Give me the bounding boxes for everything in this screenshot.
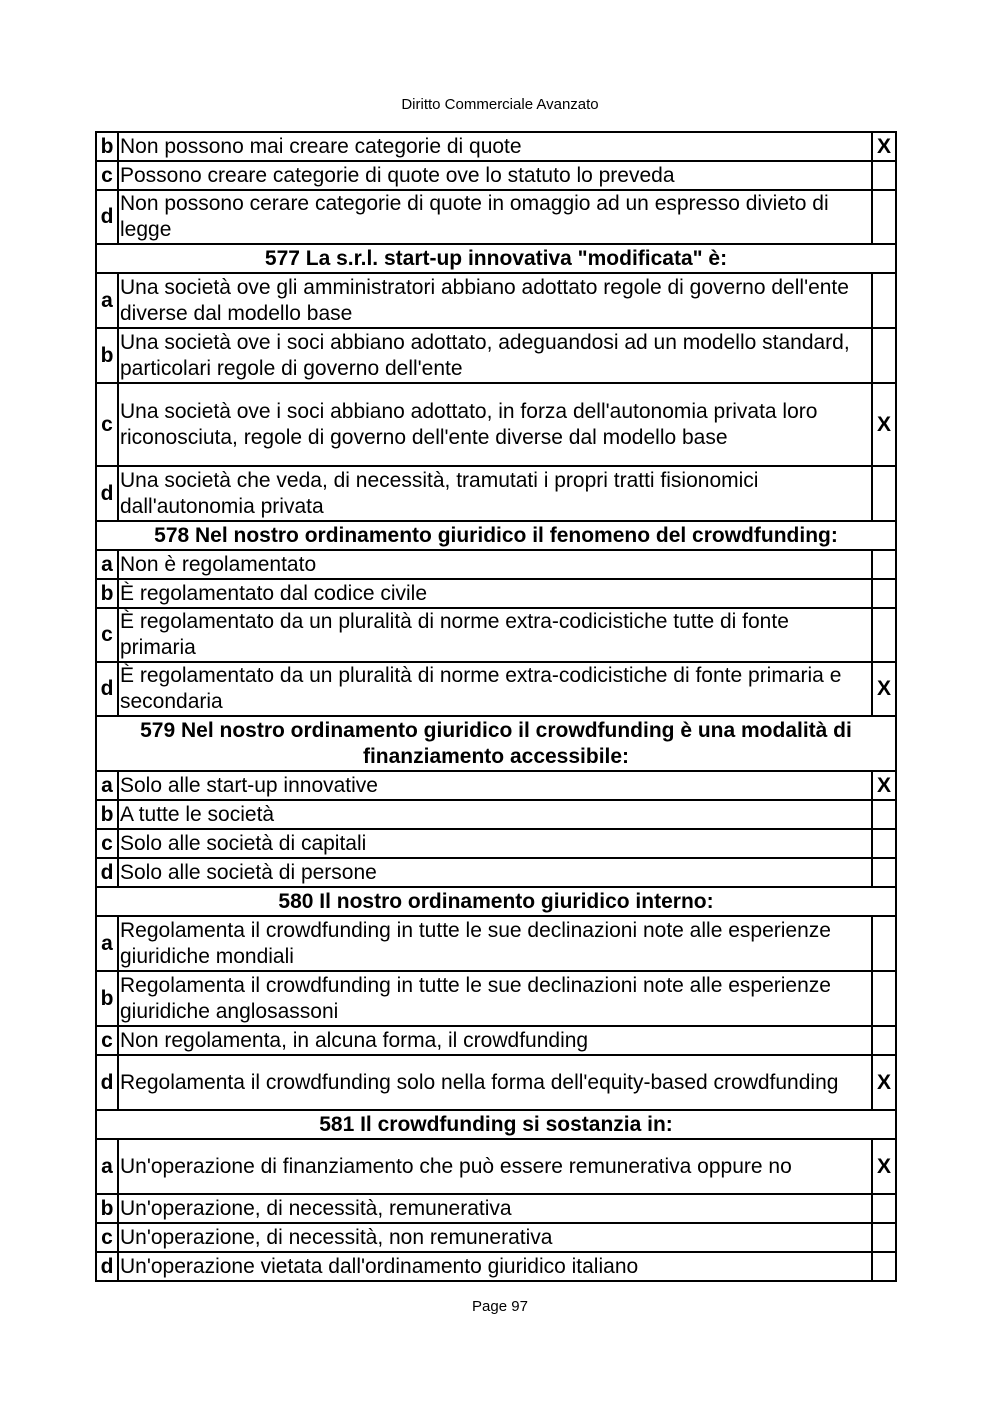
answer-mark (872, 1252, 896, 1281)
page-number: Page 97 (472, 1298, 528, 1315)
question-title: 579 Nel nostro ordinamento giuridico il crowdfunding è una modalità di finanziamento accessibile: (96, 716, 896, 771)
answer-row (96, 858, 896, 887)
answer-mark (872, 466, 896, 521)
answer-text: Un'operazione vietata dall'ordinamento giuridico italiano (118, 1252, 872, 1281)
answer-row (96, 383, 896, 466)
answer-row (96, 1026, 896, 1055)
answer-mark (872, 273, 896, 328)
answer-text: Regolamenta il crowdfunding in tutte le sue declinazioni note alle esperienze giuridiche anglosassoni (118, 971, 872, 1026)
answer-text: È regolamentato dal codice civile (118, 579, 872, 608)
answer-letter: c (96, 1223, 118, 1252)
answer-mark (872, 971, 896, 1026)
answer-letter: b (96, 800, 118, 829)
question-title: 580 Il nostro ordinamento giuridico interno: (96, 887, 896, 916)
answer-mark (872, 1194, 896, 1223)
answer-row (96, 550, 896, 579)
answer-row (96, 132, 896, 161)
answer-letter: d (96, 858, 118, 887)
answer-letter: c (96, 829, 118, 858)
answer-text: Un'operazione, di necessità, remunerativa (118, 1194, 872, 1223)
answer-letter: d (96, 466, 118, 521)
answer-letter: d (96, 662, 118, 716)
answer-text: Una società che veda, di necessità, tramutati i propri tratti fisionomici dall'autonomia privata (118, 466, 872, 521)
answer-mark (872, 858, 896, 887)
answer-mark: X (872, 1139, 896, 1194)
question-row (96, 716, 896, 771)
answer-letter: d (96, 1055, 118, 1110)
answer-row (96, 971, 896, 1026)
answer-mark: X (872, 383, 896, 466)
answer-text: Un'operazione di finanziamento che può essere remunerativa oppure no (118, 1139, 872, 1194)
answer-row (96, 662, 896, 716)
answer-letter: a (96, 771, 118, 800)
answer-row (96, 829, 896, 858)
answer-text: Un'operazione, di necessità, non remunerativa (118, 1223, 872, 1252)
answer-letter: b (96, 971, 118, 1026)
answer-text: È regolamentato da un pluralità di norme extra-codicistiche tutte di fonte primaria (118, 608, 872, 662)
answer-letter: a (96, 1139, 118, 1194)
answer-row (96, 1055, 896, 1110)
answer-mark (872, 161, 896, 190)
answer-row (96, 800, 896, 829)
answer-row (96, 1252, 896, 1281)
answer-text: Non possono cerare categorie di quote in omaggio ad un espresso divieto di legge (118, 190, 872, 244)
page-header: Diritto Commerciale Avanzato (401, 96, 599, 113)
answer-row (96, 1223, 896, 1252)
answer-row (96, 273, 896, 328)
answer-text: Solo alle società di persone (118, 858, 872, 887)
answer-mark (872, 190, 896, 244)
answer-text: È regolamentato da un pluralità di norme extra-codicistiche di fonte primaria e secondaria (118, 662, 872, 716)
question-row (96, 521, 896, 550)
answer-letter: b (96, 132, 118, 161)
answer-text: Regolamenta il crowdfunding solo nella forma dell'equity-based crowdfunding (118, 1055, 872, 1110)
question-title: 581 Il crowdfunding si sostanzia in: (96, 1110, 896, 1139)
answer-mark: X (872, 1055, 896, 1110)
answer-letter: c (96, 608, 118, 662)
answer-mark (872, 328, 896, 383)
answer-text: A tutte le società (118, 800, 872, 829)
answer-letter: c (96, 1026, 118, 1055)
question-row (96, 1110, 896, 1139)
answer-letter: d (96, 190, 118, 244)
answer-letter: a (96, 273, 118, 328)
answer-mark (872, 1026, 896, 1055)
answer-letter: b (96, 328, 118, 383)
answer-mark (872, 916, 896, 971)
answer-mark (872, 829, 896, 858)
answer-text: Possono creare categorie di quote ove lo statuto lo preveda (118, 161, 872, 190)
answer-letter: b (96, 1194, 118, 1223)
answer-text: Non regolamenta, in alcuna forma, il crowdfunding (118, 1026, 872, 1055)
answer-mark (872, 550, 896, 579)
question-row (96, 244, 896, 273)
answer-row (96, 328, 896, 383)
answer-row (96, 190, 896, 244)
answer-row (96, 608, 896, 662)
answer-row (96, 466, 896, 521)
quiz-table (95, 131, 897, 1282)
question-title: 577 La s.r.l. start-up innovativa "modificata" è: (96, 244, 896, 273)
answer-mark (872, 608, 896, 662)
answer-letter: c (96, 161, 118, 190)
answer-mark (872, 1223, 896, 1252)
answer-row (96, 579, 896, 608)
question-title: 578 Nel nostro ordinamento giuridico il fenomeno del crowdfunding: (96, 521, 896, 550)
answer-mark: X (872, 132, 896, 161)
answer-text: Una società ove gli amministratori abbiano adottato regole di governo dell'ente diverse dal modello base (118, 273, 872, 328)
answer-text: Una società ove i soci abbiano adottato, adeguandosi ad un modello standard, particolari regole di governo dell'ente (118, 328, 872, 383)
answer-text: Solo alle start-up innovative (118, 771, 872, 800)
answer-letter: a (96, 916, 118, 971)
answer-mark: X (872, 771, 896, 800)
answer-letter: a (96, 550, 118, 579)
answer-row (96, 161, 896, 190)
answer-text: Non è regolamentato (118, 550, 872, 579)
answer-mark: X (872, 662, 896, 716)
answer-text: Solo alle società di capitali (118, 829, 872, 858)
answer-text: Regolamenta il crowdfunding in tutte le sue declinazioni note alle esperienze giuridiche mondiali (118, 916, 872, 971)
answer-row (96, 916, 896, 971)
quiz-body (96, 132, 896, 1281)
answer-letter: c (96, 383, 118, 466)
answer-row (96, 1194, 896, 1223)
answer-text: Una società ove i soci abbiano adottato, in forza dell'autonomia privata loro riconosciuta, regole di governo dell'ente diverse dal modello base (118, 383, 872, 466)
answer-letter: b (96, 579, 118, 608)
answer-row (96, 1139, 896, 1194)
answer-text: Non possono mai creare categorie di quote (118, 132, 872, 161)
answer-row (96, 771, 896, 800)
answer-mark (872, 800, 896, 829)
answer-letter: d (96, 1252, 118, 1281)
answer-mark (872, 579, 896, 608)
question-row (96, 887, 896, 916)
